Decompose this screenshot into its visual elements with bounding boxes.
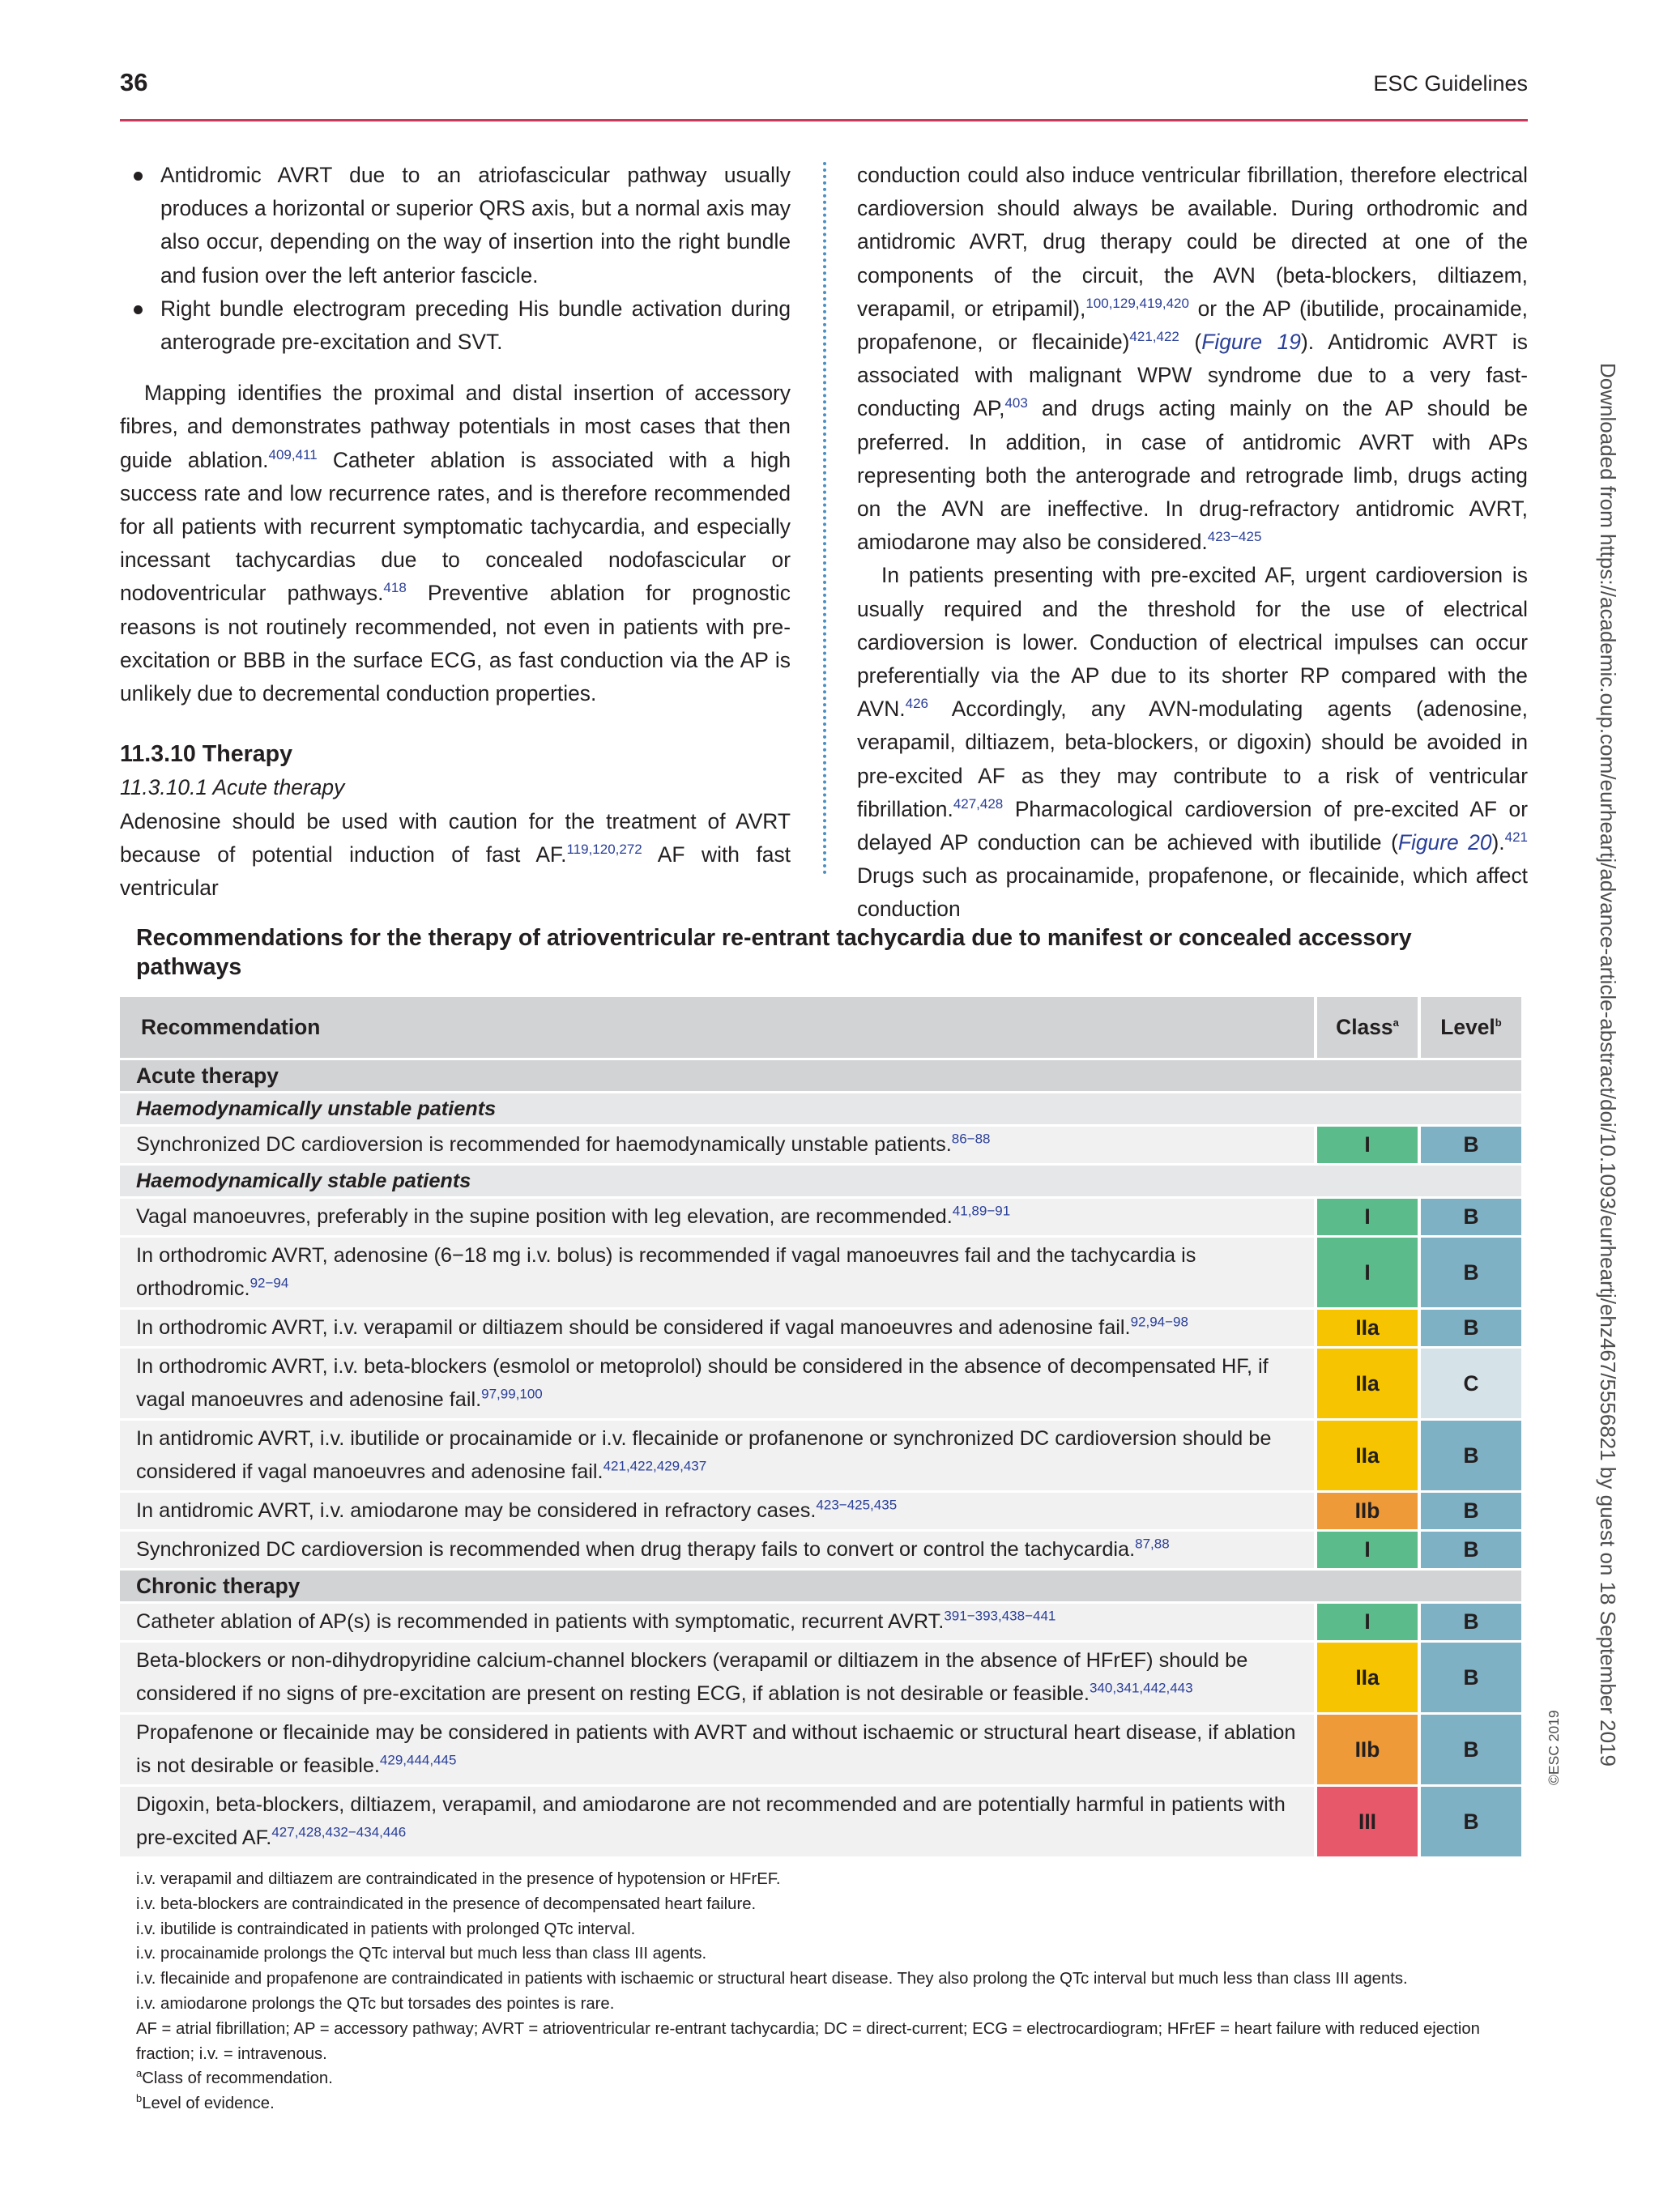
citation-link[interactable]: 92−94 [249,1275,289,1291]
footnote-line: i.v. flecainide and propafenone are contraindicated in patients with ischaemic or structural heart disease. They also prolong the QTc interval but much less than class III agents. [136,1970,1408,1988]
header-recommendation: Recommendation [120,997,1314,1058]
level-badge: B [1418,1715,1521,1784]
footnote-a: $^a$Class of recommendation. [136,2067,333,2088]
citation-link[interactable]: 421,422,429,437 [603,1458,707,1474]
citation-link[interactable]: 423−425 [1207,529,1262,545]
paragraph-pre-excited-af: In patients presenting with pre-excited AF, urgent cardioversion is usually required and the threshold for the use of electrical cardioversion is lower. Conduction of electrical impulses can occur preferentially via the AP due to its shorter RP compared with the AVN.$^{426}$ Accordingly, any AVN-modulating agents (adenosine, verapamil, diltiazem, beta-blockers, or digoxin) should be avoided in pre-excited AF as they may contribute to a risk of ventricular fibrillation.$^{427,428}$ Pharmacological cardioversion of pre-excited AF or delayed AP conduction can be achieved with ibutilide (Figure 20).$^{421}$ Drugs such as procainamide, propafenone, or flecainide, which affect conduction [857,563,1529,922]
left-column [120,159,791,905]
recommendation-text: In orthodromic AVRT, i.v. verapamil or diltiazem should be considered if vagal manoeuvres and adenosine fail.$^{92,94-98}$ [120,1310,1314,1346]
level-badge: B [1418,1127,1521,1163]
class-badge: I [1314,1199,1418,1235]
table-row [120,1421,1521,1490]
footnote-b: $^b$Level of evidence. [136,2092,275,2113]
paragraph-drug-therapy: conduction could also induce ventricular fibrillation, therefore electrical cardioversion should always be available. During orthodromic and antidromic AVRT, drug therapy could be directed at one of the components of the circuit, the AVN (beta-blockers, diltiazem, verapamil, or etripamil),$^{100,129,419,420}$ or the AP (ibutilide, procainamide, propafenone, or flecainide)$^{421,422}$ (Figure 19). Antidromic AVRT is associated with malignant WPW syndrome due to a very fast-conducting AP,$^{403}$ and drugs acting mainly on the AP should be preferred. In addition, in case of antidromic AVRT with APs representing both the anterograde and retrograde limb, drugs acting on the AVN are ineffective. In drug-refractory antidromic AVRT, amiodarone may also be considered.$^{423-425}$ [857,163,1528,555]
page-number: 36 [120,68,148,96]
citation-link[interactable]: 418 [383,580,407,596]
running-title: ESC Guidelines [1373,71,1528,96]
recommendation-text: In orthodromic AVRT, i.v. beta-blockers (esmolol or metoprolol) should be considered in the absence of decompensated HF, if vagal manoeuvres and adenosine fail.$^{97,99,100}$ [120,1349,1314,1418]
recommendations-title: Recommendations for the therapy of atrioventricular re-entrant tachycardia due to manifest or concealed accessory pathways [136,925,1412,980]
level-badge: B [1418,1199,1521,1235]
class-badge: IIa [1314,1421,1418,1490]
acute-therapy-heading [120,1060,1521,1091]
stable-patients-heading-label: Haemodynamically stable patients [120,1166,1314,1196]
right-column [857,159,1528,927]
citation-link[interactable]: 41,89−91 [952,1203,1011,1219]
recommendation-text: Beta-blockers or non-dihydropyridine calcium-channel blockers (verapamil or diltiazem in the absence of HFrEF) should be considered if no signs of pre-excitation are present on resting ECG, if ablation is not desirable or feasible.$^{340,341,442,443}$ [120,1643,1314,1712]
recommendation-text: In antidromic AVRT, i.v. ibutilide or procainamide or i.v. flecainide or profanenone or synchronized DC cardioversion should be considered if vagal manoeuvres and adenosine fail.$^{421,422,429,437}$ [120,1421,1314,1490]
citation-link[interactable]: 100,129,419,420 [1085,296,1189,312]
recommendation-text: Synchronized DC cardioversion is recommended for haemodynamically unstable patients.$^{86-88}$ [120,1127,1314,1163]
row-fill [1314,1060,1521,1091]
class-badge: I [1314,1238,1418,1307]
recommendation-text: In antidromic AVRT, i.v. amiodarone may be considered in refractory cases.$^{423-425,435}$ [120,1493,1314,1529]
level-badge: B [1418,1493,1521,1529]
table-footnotes [136,1867,1529,2116]
row-fill [1314,1571,1521,1601]
citation-link[interactable]: 403 [1004,395,1028,411]
table-row [120,1643,1521,1712]
citation-link[interactable]: 87,88 [1135,1536,1170,1552]
citation-link[interactable]: 421,422 [1129,329,1179,345]
unstable-patients-heading [120,1093,1521,1124]
row-fill [1314,1093,1521,1124]
table-row [120,1604,1521,1640]
bullet-list [120,159,791,359]
citation-link[interactable]: 97,99,100 [481,1386,543,1402]
citation-link[interactable]: 92,94−98 [1130,1314,1188,1330]
level-badge: B [1418,1421,1521,1490]
class-badge: IIa [1314,1643,1418,1712]
citation-link[interactable]: 86−88 [951,1131,991,1147]
footnote-line: AF = atrial fibrillation; AP = accessory pathway; AVRT = atrioventricular re-entrant tachycardia; DC = direct-current; ECG = electrocardiogram; HFrEF = heart failure with reduced ejection fraction; i.v. = intravenous. [136,2019,1480,2063]
citation-link[interactable]: 423−425,435 [816,1497,898,1513]
citation-link[interactable]: 391−393,438−441 [944,1608,1056,1624]
class-badge: I [1314,1127,1418,1163]
citation-link[interactable]: 119,120,272 [566,842,642,858]
column-divider [823,162,826,875]
class-badge: IIa [1314,1310,1418,1346]
unstable-patients-heading-label: Haemodynamically unstable patients [120,1093,1314,1124]
level-badge: B [1418,1787,1521,1856]
table-row [120,1787,1521,1856]
footnote-line: i.v. beta-blockers are contraindicated in the presence of decompensated heart failure. [136,1894,757,1913]
level-badge: B [1418,1238,1521,1307]
figure-link[interactable]: Figure 19 [1201,330,1301,355]
level-badge: B [1418,1643,1521,1712]
table-row [120,1199,1521,1235]
table-row [120,1310,1521,1346]
table-row [120,1349,1521,1418]
figure-link[interactable]: Figure 20 [1397,830,1492,855]
row-fill [1314,1166,1521,1196]
class-badge: III [1314,1787,1418,1856]
recommendations-table [120,995,1521,1859]
paragraph-adenosine: Adenosine should be used with caution for the treatment of AVRT because of potential induction of fast AF.$^{119,120,272}$ AF with fast ventricular [120,808,791,901]
level-badge: B [1418,1604,1521,1640]
table-row [120,1127,1521,1163]
recommendation-text: In orthodromic AVRT, adenosine (6−18 mg i.v. bolus) is recommended if vagal manoeuvres fail and the tachycardia is orthodromic.$^{92-94}$ [120,1238,1314,1307]
header-class: Class$^a$ [1314,997,1418,1058]
header-level: Level$^b$ [1418,997,1521,1058]
chronic-therapy-heading-label: Chronic therapy [120,1571,1314,1601]
citation-link[interactable]: 427,428 [953,796,1004,812]
recommendation-text: Synchronized DC cardioversion is recommended when drug therapy fails to convert or control the tachycardia.$^{87,88}$ [120,1532,1314,1568]
footnote-line: i.v. verapamil and diltiazem are contraindicated in the presence of hypotension or HFrEF. [136,1870,781,1888]
table-row [120,1715,1521,1784]
class-badge: I [1314,1604,1418,1640]
class-badge: IIa [1314,1349,1418,1418]
recommendation-text: Catheter ablation of AP(s) is recommended in patients with symptomatic, recurrent AVRT.$^{391-393,438-441}$ [120,1604,1314,1640]
stable-patients-heading [120,1166,1521,1196]
table-row [120,1532,1521,1568]
level-badge: B [1418,1310,1521,1346]
citation-link[interactable]: 340,341,442,443 [1089,1680,1193,1696]
citation-link[interactable]: 427,428,432−434,446 [271,1824,407,1840]
bullet-item: Right bundle electrogram preceding His bundle activation during anterograde pre-excitation and SVT. [160,292,791,359]
recommendation-text: Digoxin, beta-blockers, diltiazem, verapamil, and amiodarone are not recommended and are potentially harmful in patients with pre-excited AF.$^{427,428,432-434,446}$ [120,1787,1314,1856]
footnote-line: i.v. procainamide prolongs the QTc interval but much less than class III agents. [136,1945,707,1963]
table-row [120,1493,1521,1529]
citation-link[interactable]: 429,444,445 [379,1752,457,1768]
level-badge: B [1418,1532,1521,1568]
paragraph-mapping: Mapping identifies the proximal and distal insertion of accessory fibres, and demonstrates pathway potentials in most cases that then guide ablation.$^{409,411}$ Catheter ablation is associated with a high success rate and low recurrence rates, and is therefore recommended for all patients with recurrent symptomatic tachycardia, and especially incessant tachycardias due to concealed nodofascicular or nodoventricular pathways.$^{418}$ Preventive ablation for prognostic reasons is not routinely recommended, not even in patients with pre-excitation or BBB in the surface ECG, as fast conduction via the AP is unlikely due to decremental conduction properties. [120,381,791,706]
recommendation-text: Vagal manoeuvres, preferably in the supine position with leg elevation, are recommended.$^{41,89-91}$ [120,1199,1314,1235]
citation-link[interactable]: 421 [1504,829,1529,846]
chronic-therapy-heading [120,1571,1521,1601]
table-header-row [120,997,1521,1058]
subsection-heading: 11.3.10.1 Acute therapy [120,775,345,800]
acute-therapy-heading-label: Acute therapy [120,1060,1314,1091]
citation-link[interactable]: 409,411 [268,446,318,462]
footnote-line: i.v. ibutilide is contraindicated in patients with prolonged QTc interval. [136,1920,636,1938]
class-badge: IIb [1314,1715,1418,1784]
download-watermark: Downloaded from https://academic.oup.com/eurheartj/advance-article-abstract/doi/10.1093/eurheartj/ehz467/5556821 by guest on 18 September 2019 [1596,363,1620,1767]
level-badge: C [1418,1349,1521,1418]
citation-link[interactable]: 426 [905,696,929,712]
section-heading: 11.3.10 Therapy [120,741,293,768]
table-body [120,1060,1521,1856]
class-badge: IIb [1314,1493,1418,1529]
header-rule [120,119,1528,121]
bullet-item: Antidromic AVRT due to an atriofascicular pathway usually produces a horizontal or superior QRS axis, but a normal axis may also occur, depending on the way of insertion into the right bundle and fusion over the left anterior fascicle. [160,159,791,292]
esc-copyright: ©ESC 2019 [1546,1710,1562,1785]
class-badge: I [1314,1532,1418,1568]
recommendation-text: Propafenone or flecainide may be considered in patients with AVRT and without ischaemic or structural heart disease, if ablation is not desirable or feasible.$^{429,444,445}$ [120,1715,1314,1784]
table-row [120,1238,1521,1307]
footnote-line: i.v. amiodarone prolongs the QTc but torsades des pointes is rare. [136,1994,615,2013]
